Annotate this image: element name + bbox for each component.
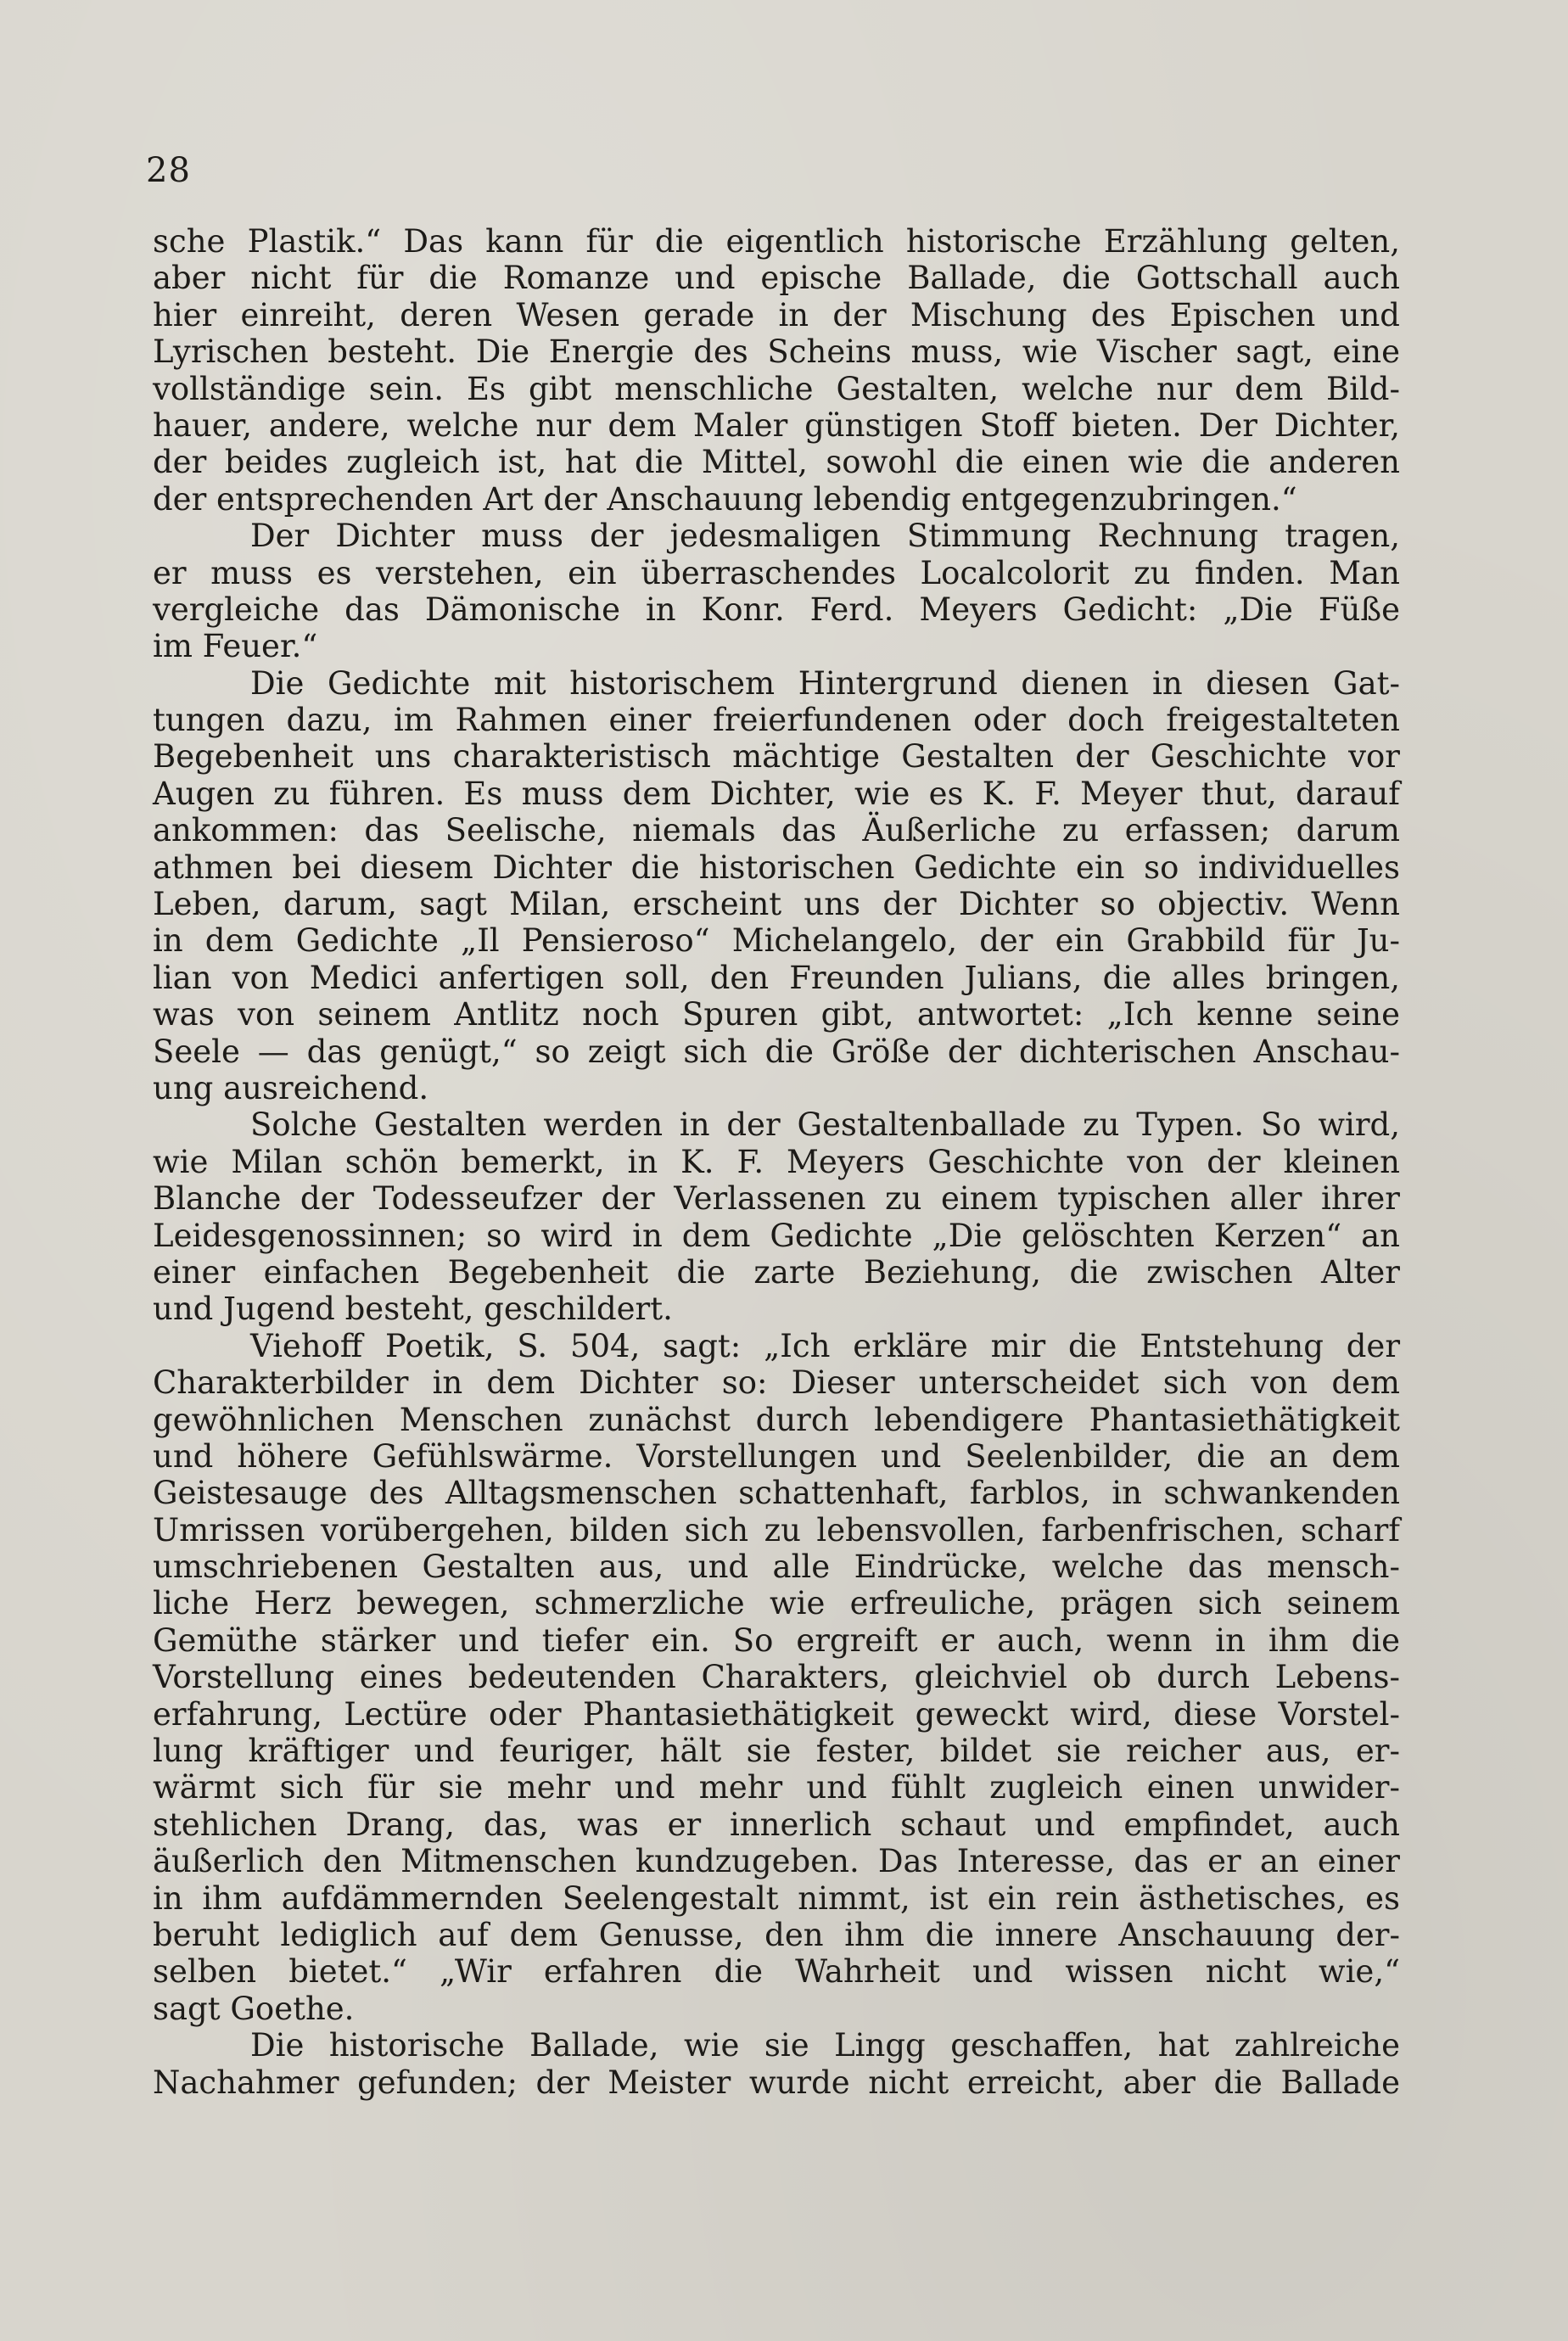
text-line: lung kräftiger und feuriger, hält sie fester, bildet sie reicher aus, er- (153, 1733, 1400, 1770)
text-line: hauer, andere, welche nur dem Maler günstigen Stoff bieten. Der Dichter, (153, 406, 1400, 444)
text-line: einer einfachen Begebenheit die zarte Beziehung, die zwischen Alter (153, 1253, 1400, 1291)
text-line: der entsprechenden Art der Anschauung lebendig entgegenzubringen.“ (153, 480, 1297, 518)
text-line: wie Milan schön bemerkt, in K. F. Meyers Geschichte von der kleinen (153, 1143, 1400, 1180)
text-line: selben bietet.“ „Wir erfahren die Wahrheit und wissen nicht wie,“ (153, 1953, 1400, 1991)
text-line: ankommen: das Seelische, niemals das Äußerliche zu erfassen; darum (153, 812, 1400, 849)
text-line: im Feuer.“ (153, 628, 318, 665)
text-line: beruht lediglich auf dem Genusse, den ihm die innere Anschauung der- (153, 1916, 1400, 1953)
text-line: und Jugend besteht, geschildert. (153, 1291, 673, 1328)
text-line: hier einreiht, deren Wesen gerade in der Mischung des Epischen und (153, 296, 1400, 333)
text-line: ung ausreichend. (153, 1069, 429, 1106)
text-line: vergleiche das Dämonische in Konr. Ferd. Meyers Gedicht: „Die Füße (153, 591, 1400, 628)
text-line: Die Gedichte mit historischem Hintergrund dienen in diesen Gat- (250, 664, 1400, 702)
text-line: der beides zugleich ist, hat die Mittel, sowohl die einen wie die anderen (153, 444, 1400, 481)
text-line: Seele — das genügt,“ so zeigt sich die Größe der dichterischen Anschau- (153, 1033, 1400, 1070)
text-line: Charakterbilder in dem Dichter so: Dieser unterscheidet sich von dem (153, 1364, 1400, 1402)
text-line: Nachahmer gefunden; der Meister wurde nicht erreicht, aber die Ballade (153, 2064, 1400, 2101)
text-line: erfahrung, Lectüre oder Phantasiethätigkeit geweckt wird, diese Vorstel- (153, 1695, 1400, 1733)
text-line: tungen dazu, im Rahmen einer freierfundenen oder doch freigestalteten (153, 702, 1400, 739)
text-line: liche Herz bewegen, schmerzliche wie erfreuliche, prägen sich seinem (153, 1585, 1400, 1622)
text-line: aber nicht für die Romanze und epische Ballade, die Gottschall auch (153, 260, 1400, 297)
text-line: Leidesgenossinnen; so wird in dem Gedichte „Die gelöschten Kerzen“ an (153, 1217, 1400, 1254)
text-line: Solche Gestalten werden in der Gestaltenballade zu Typen. So wird, (250, 1106, 1400, 1144)
body-text (153, 223, 1400, 2101)
text-line: was von seinem Antlitz noch Spuren gibt, antwortet: „Ich kenne seine (153, 996, 1400, 1033)
text-line: gewöhnlichen Menschen zunächst durch lebendigere Phantasiethätigkeit (153, 1401, 1400, 1438)
text-line: vollständige sein. Es gibt menschliche Gestalten, welche nur dem Bild- (153, 370, 1400, 407)
text-line: Lyrischen besteht. Die Energie des Scheins muss, wie Vischer sagt, eine (153, 333, 1400, 371)
text-line: er muss es verstehen, ein überraschendes Localcolorit zu finden. Man (153, 554, 1400, 591)
text-line: sche Plastik.“ Das kann für die eigentlich historische Erzählung gelten, (153, 223, 1400, 260)
text-line: athmen bei diesem Dichter die historischen Gedichte ein so individuelles (153, 848, 1400, 886)
text-line: Viehoff Poetik, S. 504, sagt: „Ich erkläre mir die Entstehung der (250, 1327, 1400, 1364)
text-line: Vorstellung eines bedeutenden Charakters, gleichviel ob durch Lebens- (153, 1659, 1400, 1696)
text-line: in dem Gedichte „Il Pensieroso“ Michelangelo, der ein Grabbild für Ju- (153, 922, 1400, 960)
text-line: Begebenheit uns charakteristisch mächtige Gestalten der Geschichte vor (153, 738, 1400, 776)
text-line: Gemüthe stärker und tiefer ein. So ergreift er auch, wenn in ihm die (153, 1621, 1400, 1659)
text-line: wärmt sich für sie mehr und mehr und fühlt zugleich einen unwider- (153, 1769, 1400, 1806)
text-line: Geistesauge des Alltagsmenschen schattenhaft, farblos, in schwankenden (153, 1475, 1400, 1512)
text-line: umschriebenen Gestalten aus, und alle Eindrücke, welche das mensch- (153, 1549, 1400, 1586)
page-number: 28 (146, 151, 191, 190)
text-line: sagt Goethe. (153, 1990, 355, 2027)
text-line: Augen zu führen. Es muss dem Dichter, wie es K. F. Meyer thut, darauf (153, 775, 1400, 812)
text-line: in ihm aufdämmernden Seelengestalt nimmt, ist ein rein ästhetisches, es (153, 1879, 1400, 1917)
text-line: Der Dichter muss der jedesmaligen Stimmung Rechnung tragen, (250, 518, 1400, 555)
text-line: und höhere Gefühlswärme. Vorstellungen und Seelenbilder, die an dem (153, 1437, 1400, 1475)
text-line: Umrissen vorübergehen, bilden sich zu lebensvollen, farbenfrischen, scharf (153, 1511, 1400, 1549)
text-line: Leben, darum, sagt Milan, erscheint uns der Dichter so objectiv. Wenn (153, 886, 1400, 923)
text-line: stehlichen Drang, das, was er innerlich schaut und empfindet, auch (153, 1806, 1400, 1843)
text-line: Blanche der Todesseufzer der Verlassenen zu einem typischen aller ihrer (153, 1180, 1400, 1218)
text-line: Die historische Ballade, wie sie Lingg geschaffen, hat zahlreiche (250, 2027, 1400, 2064)
text-line: äußerlich den Mitmenschen kundzugeben. Das Interesse, das er an einer (153, 1843, 1400, 1880)
text-line: lian von Medici anfertigen soll, den Freunden Julians, die alles bringen, (153, 959, 1400, 996)
